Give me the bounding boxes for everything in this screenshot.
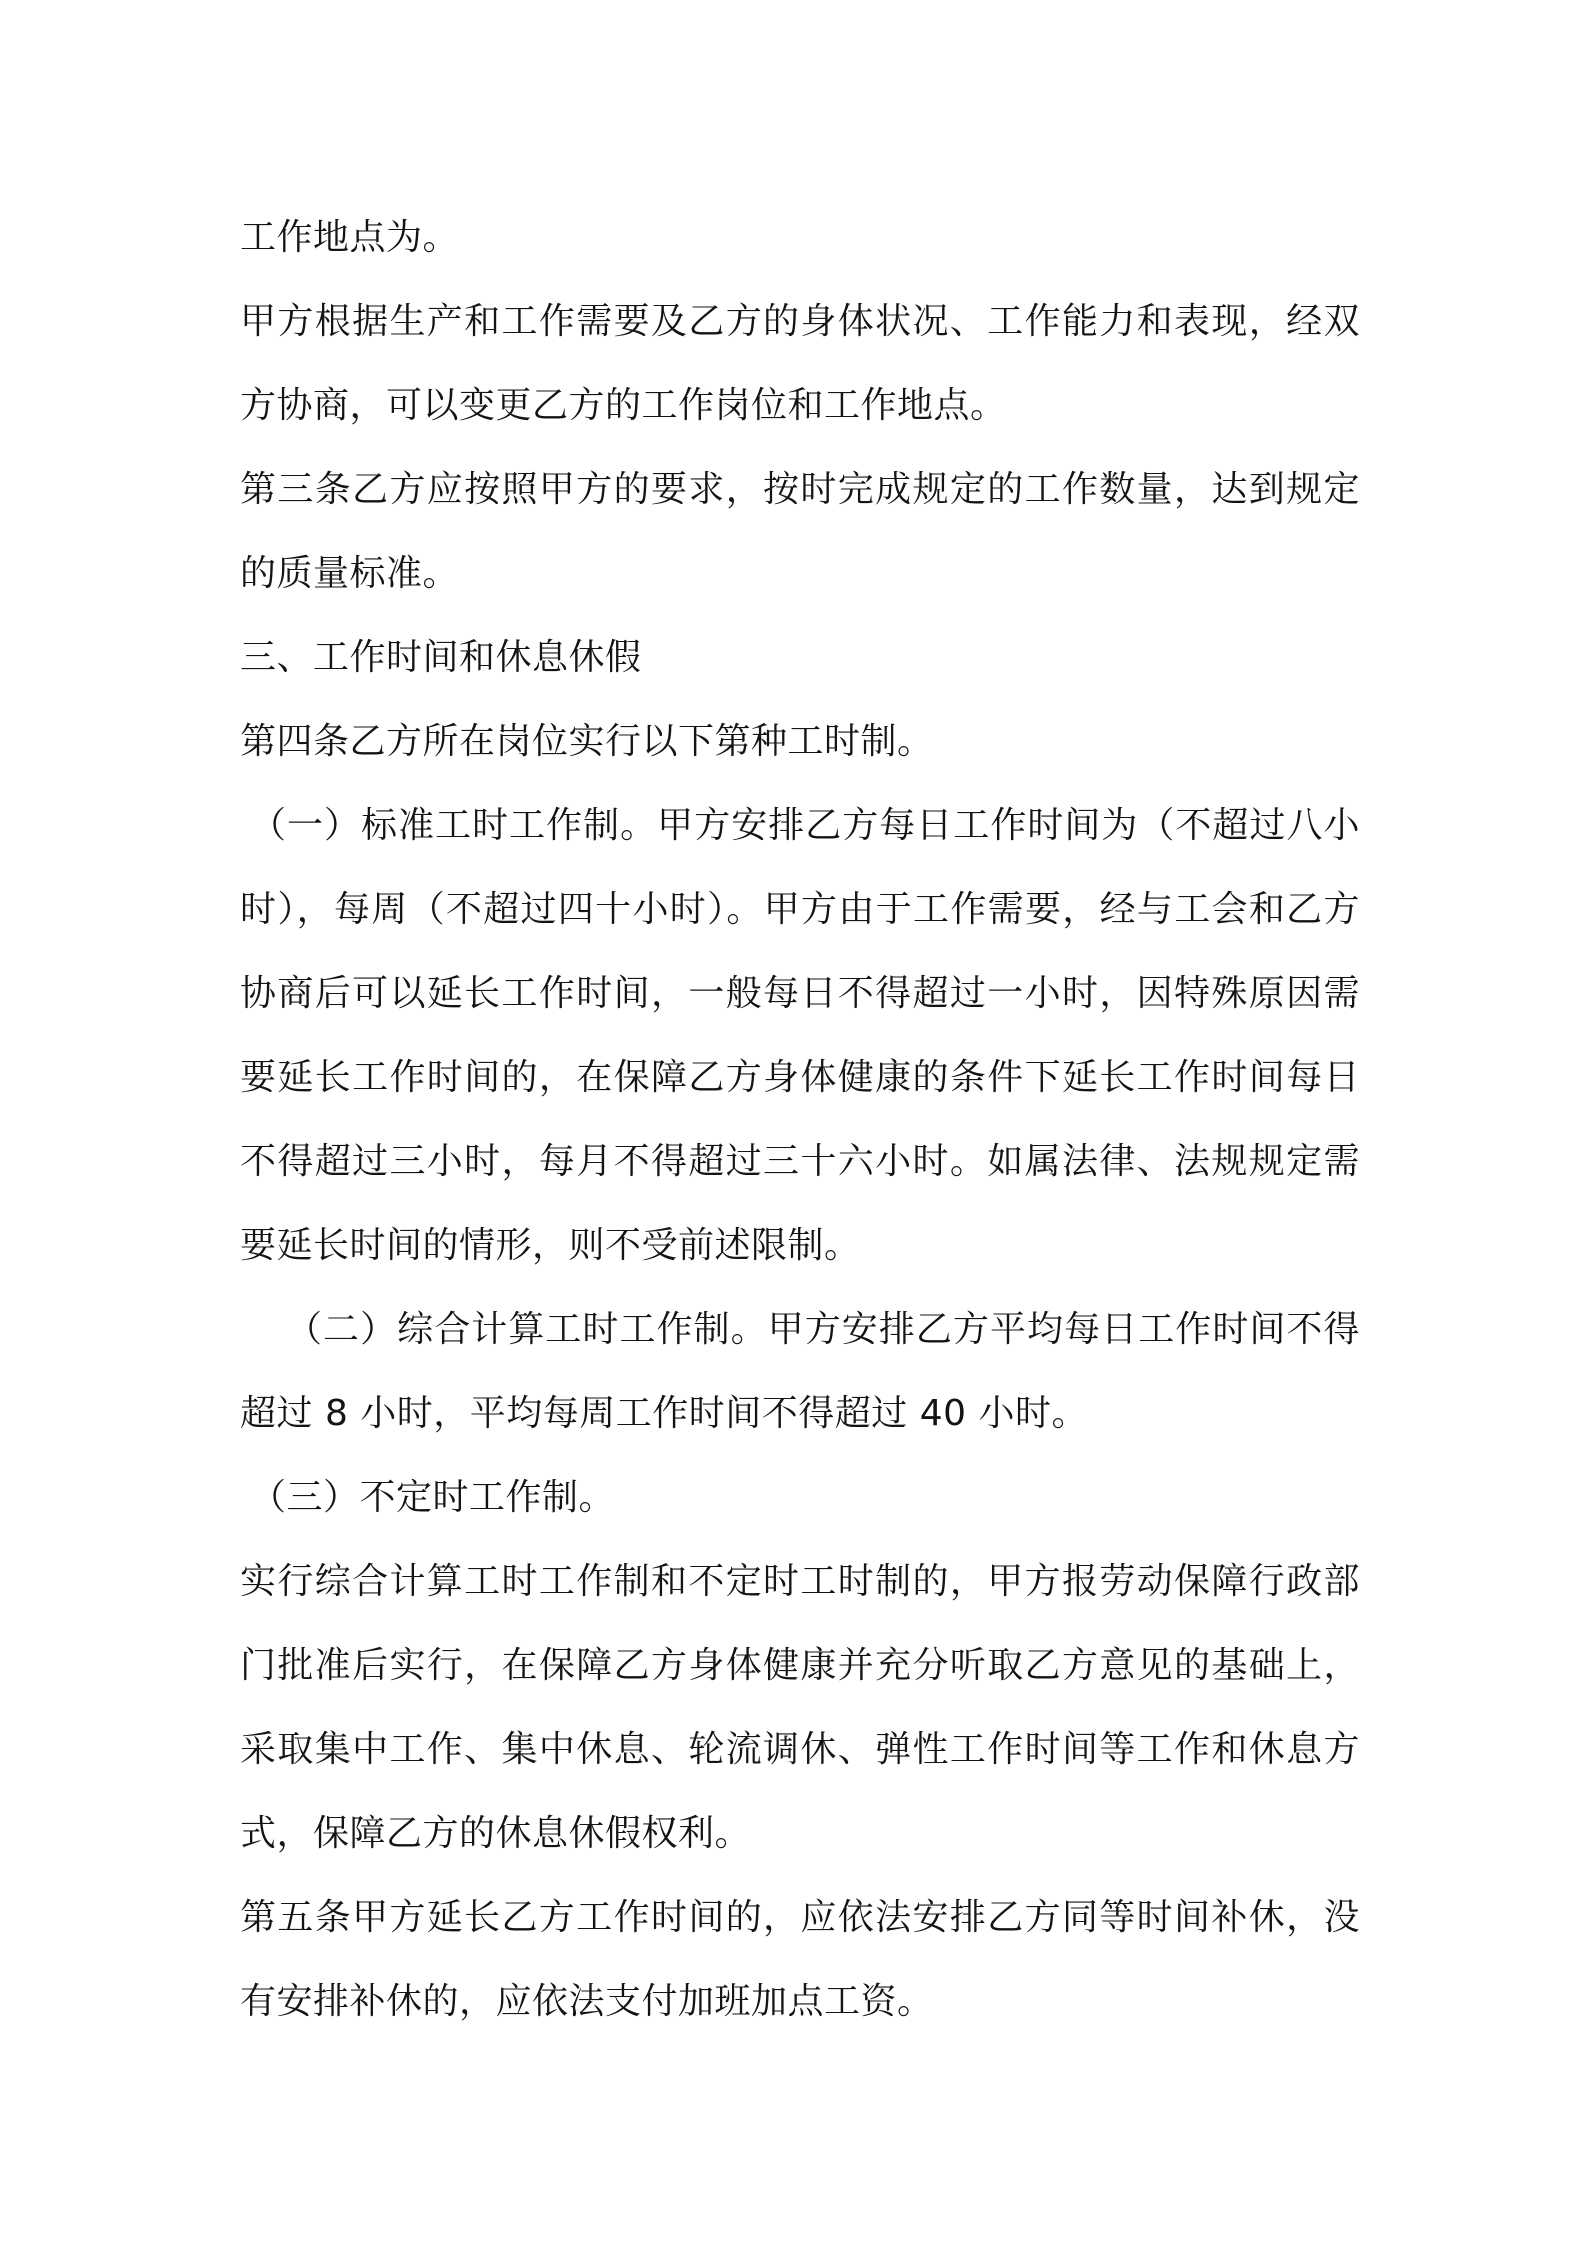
text-line: 要延长工作时间的，在保障乙方身体健康的条件下延长工作时间每日 bbox=[240, 1057, 1360, 1098]
text-line: （二）综合计算工时工作制。甲方安排乙方平均每日工作时间不得 bbox=[286, 1309, 1360, 1350]
text-line: 第五条甲方延长乙方工作时间的，应依法安排乙方同等时间补休，没 bbox=[240, 1897, 1360, 1938]
text-line: 不得超过三小时，每月不得超过三十六小时。如属法律、法规规定需 bbox=[240, 1141, 1360, 1182]
text-line: 要延长时间的情形，则不受前述限制。 bbox=[240, 1225, 861, 1266]
text-line: 协商后可以延长工作时间，一般每日不得超过一小时，因特殊原因需 bbox=[240, 973, 1360, 1014]
text-line: 甲方根据生产和工作需要及乙方的身体状况、工作能力和表现，经双 bbox=[240, 301, 1360, 342]
text-line: 第四条乙方所在岗位实行以下第种工时制。 bbox=[240, 721, 934, 762]
document-body bbox=[240, 196, 1360, 2044]
text-line: 超过 8 小时，平均每周工作时间不得超过 40 小时。 bbox=[240, 1393, 1088, 1434]
text-line: 实行综合计算工时工作制和不定时工时制的，甲方报劳动保障行政部 bbox=[240, 1561, 1360, 1602]
text-line: 时），每周（不超过四十小时）。甲方由于工作需要，经与工会和乙方 bbox=[240, 889, 1360, 930]
text-line: 工作地点为。 bbox=[240, 217, 460, 258]
section-heading: 三、工作时间和休息休假 bbox=[240, 637, 642, 678]
text-line: 式，保障乙方的休息休假权利。 bbox=[240, 1813, 752, 1854]
text-line: 的质量标准。 bbox=[240, 553, 460, 594]
text-line: 有安排补休的，应依法支付加班加点工资。 bbox=[240, 1981, 934, 2022]
text-line: 门批准后实行，在保障乙方身体健康并充分听取乙方意见的基础上， bbox=[240, 1645, 1360, 1686]
text-line: 方协商，可以变更乙方的工作岗位和工作地点。 bbox=[240, 385, 1007, 426]
text-line: （三）不定时工作制。 bbox=[250, 1477, 616, 1518]
text-line: 采取集中工作、集中休息、轮流调休、弹性工作时间等工作和休息方 bbox=[240, 1729, 1360, 1770]
text-line: 第三条乙方应按照甲方的要求，按时完成规定的工作数量，达到规定 bbox=[240, 469, 1360, 510]
text-line: （一）标准工时工作制。甲方安排乙方每日工作时间为（不超过八小 bbox=[250, 805, 1360, 846]
